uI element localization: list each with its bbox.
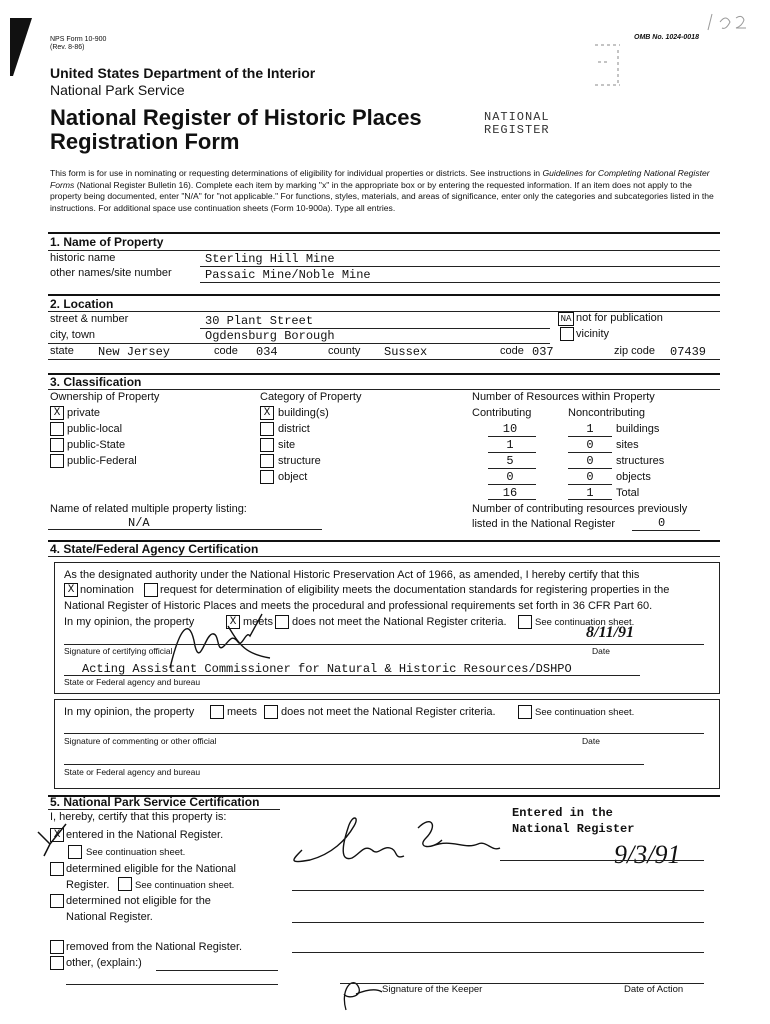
section-rule [48,556,720,557]
other-underline [156,970,278,971]
entered-stamp-line1: Entered in the [512,806,613,820]
ownership-checkbox[interactable] [50,422,64,436]
resources-label: Number of Resources within Property [472,391,655,403]
instructions-paragraph: This form is for use in nominating or requesting determinations of eligibility for individual properties or districts. See instructions in Guidelines for Completing National Register Forms (National Register Bulletin 16). Complete each item by marking "x" in the appropriate box or by entering the requested information. If an item does not apply to the property being documented, enter "N/A" for "not applicable." For functions, styles, materials, and areas of significance, enter only the categories and subcategories listed in the instructions. For additional space use continuation sheets (Form 10-900a). Type all entries. [50,168,714,213]
does-not-meet2-label: does not meet the National Register criteria. [281,706,496,718]
corner-mark [10,18,32,76]
zip-label: zip code [614,345,655,357]
vicinity-label: vicinity [576,328,610,340]
resource-type: Total [616,487,640,499]
cert-line3: National Register of Historic Places and meets the procedural and professional requirements set forth in 36 CFR Part 60. [64,600,653,612]
signature-line [64,644,704,645]
meets-label: meets [243,616,273,628]
certify-text: I, hereby, certify that this property is: [50,811,227,823]
ownership-checkbox[interactable] [50,438,64,452]
category-option: site [278,439,296,451]
action-date-value: 9/3/91 [614,840,681,869]
not-eligible-checkbox[interactable] [50,894,64,908]
city-value: Ogdensburg Borough [205,329,335,343]
agency2-line [64,764,644,765]
not-eligible-label: determined not eligible for the [66,895,211,907]
other-label: other, (explain:) [66,957,142,969]
agency-label: State or Federal agency and bureau [64,677,201,687]
date-line [500,860,704,861]
does-not-meet-label: does not meet the National Register criteria. [292,616,507,628]
category-option: building(s) [278,407,329,419]
keeper-line [292,922,704,923]
noncontributing-count: 0 [586,454,594,468]
contributing-count: 5 [506,454,514,468]
noncontributing-count: 0 [586,470,594,484]
ownership-label: Ownership of Property [50,391,160,403]
section5-title: 5. National Park Service Certification [50,795,260,809]
meets2-label: meets [227,706,257,718]
category-option: object [278,471,308,483]
meets2-checkbox[interactable] [210,705,224,719]
section-rule [48,809,280,810]
other-names-label: other names/site number [50,267,172,279]
count-underline [488,484,536,485]
opinion-text: In my opinion, the property [64,616,195,628]
noncontributing-label: Noncontributing [568,407,646,419]
count-underline [568,484,612,485]
handwritten-page-number [700,10,760,35]
vicinity-checkbox[interactable] [560,327,574,341]
continuation-b-checkbox[interactable] [118,877,132,891]
cert-date-value: 8/11/91 [586,624,635,641]
previously-listed-value: 0 [658,516,666,530]
related-listing-value: N/A [128,516,150,530]
signature-label: Signature of certifying official [64,646,173,656]
form-revision: (Rev. 8-86) [50,44,85,51]
not-eligible-label-2: National Register. [66,911,153,923]
category-checkbox[interactable] [260,438,274,452]
see-continuation-label: See continuation sheet. [535,617,635,628]
meets-checkbox[interactable]: X [226,615,240,629]
count-underline [488,468,536,469]
section3-title: 3. Classification [50,375,142,389]
street-label: street & number [50,313,129,325]
entered-stamp-line2: National Register [512,822,635,836]
contributing-count: 0 [506,470,514,484]
ownership-option: public-Federal [67,455,137,467]
category-label: Category of Property [260,391,362,403]
other-checkbox[interactable] [50,956,64,970]
state-value: New Jersey [98,345,171,359]
keeper-signature [282,806,512,874]
eligible-checkbox[interactable] [50,862,64,876]
historic-name-label: historic name [50,252,116,264]
date-label: Date [592,646,610,656]
field-underline [200,282,720,283]
historic-name-value: Sterling Hill Mine [205,252,335,266]
continuation-checkbox[interactable] [518,615,532,629]
removed-checkbox[interactable] [50,940,64,954]
entered-check-mark [36,822,70,858]
eligible-label-2: Register. [66,879,110,891]
stamp-national: NATIONAL [484,110,550,124]
section4-title: 4. State/Federal Agency Certification [50,542,259,556]
zip-value: 07439 [670,345,707,359]
county-value: Sussex [384,345,428,359]
street-value: 30 Plant Street [205,314,314,328]
entered-checkbox[interactable]: X [50,828,64,842]
keeper-line [292,890,704,891]
does-not-meet2-checkbox[interactable] [264,705,278,719]
field-underline [48,343,550,344]
field-underline [200,266,720,267]
previously-listed-label: Number of contributing resources previously [472,503,688,515]
count-underline [568,468,612,469]
section-divider [48,373,720,375]
see-continuation-b: See continuation sheet. [135,880,235,891]
field-underline [48,529,322,530]
form-title-line1: National Register of Historic Places [50,105,422,130]
not-for-publication-label: not for publication [576,312,663,324]
field-underline [632,530,700,531]
resource-type: objects [616,471,651,483]
agency-value: Acting Assistant Commissioner for Natural & Historic Resources/DSHPO [82,662,572,676]
noncontributing-total: 1 [586,486,594,500]
continuation-a-checkbox[interactable] [68,845,82,859]
department-name: United States Department of the Interior [50,65,316,81]
county-code-value: 037 [532,345,554,359]
resource-type: sites [616,439,639,451]
ownership-checkbox[interactable]: X [50,406,64,420]
state-code-label: code [214,345,238,357]
count-underline [488,499,536,500]
service-name: National Park Service [50,82,185,98]
keeper-signature-label: Signature of the Keeper [382,984,483,995]
entered-label: entered in the National Register. [66,829,224,841]
section-rule [48,389,720,390]
field-underline [48,359,720,360]
section-divider [48,294,720,296]
county-label: county [328,345,361,357]
category-option: structure [278,455,321,467]
ownership-option: public-local [67,423,123,435]
previously-listed-label-2: listed in the National Register [472,518,616,530]
count-underline [488,436,536,437]
resource-type: structures [616,455,665,467]
state-code-value: 034 [256,345,278,359]
continuation2-checkbox[interactable] [518,705,532,719]
other-underline-2 [66,984,278,985]
nomination-checkbox[interactable]: X [64,583,78,597]
count-underline [488,452,536,453]
section-divider [48,232,720,234]
removed-label: removed from the National Register. [66,941,243,953]
omb-number: OMB No. 1024-0018 [634,34,699,41]
category-checkbox[interactable]: X [260,406,274,420]
ownership-checkbox[interactable] [50,454,64,468]
noncontributing-count: 1 [586,422,594,436]
category-option: district [278,423,310,435]
see-continuation-a: See continuation sheet. [86,847,186,858]
nomination-label: nomination [80,584,134,596]
agency-line [64,675,640,676]
keeper-line [292,952,704,953]
count-underline [568,436,612,437]
category-checkbox[interactable] [260,422,274,436]
signature2-label: Signature of commenting or other official [64,736,217,746]
agency2-label: State or Federal agency and bureau [64,767,201,777]
county-code-label: code [500,345,524,357]
section1-title: 1. Name of Property [50,235,164,249]
related-listing-label: Name of related multiple property listing: [50,503,247,515]
ownership-option: private [67,407,101,419]
form-number: NPS Form 10-900 [50,36,107,43]
category-checkbox[interactable] [260,470,274,484]
contributing-label: Contributing [472,407,532,419]
category-checkbox[interactable] [260,454,274,468]
contributing-count: 1 [506,438,514,452]
contributing-total: 16 [502,486,518,500]
request-checkbox[interactable] [144,583,158,597]
noncontributing-count: 0 [586,438,594,452]
cert-line1: As the designated authority under the National Historic Preservation Act of 1966, as amended, I hereby certify that this [64,569,640,581]
received-stamp-mark [590,40,630,90]
keeper-initials [336,970,386,1014]
eligible-label: determined eligible for the National [66,863,236,875]
contributing-count: 10 [502,422,518,436]
resource-type: buildings [616,423,660,435]
opinion2-text: In my opinion, the property [64,706,195,718]
other-names-value: Passaic Mine/Noble Mine [205,268,371,282]
section2-title: 2. Location [50,297,114,311]
section-rule [48,250,720,251]
na-checkbox[interactable]: NA [558,312,574,326]
signature2-line [64,733,704,734]
see-continuation2-label: See continuation sheet. [535,707,635,718]
ownership-option: public-State [67,439,126,451]
date2-label: Date [582,736,600,746]
cert-line2: request for determination of eligibility meets the documentation standards for registering properties in the [160,584,670,596]
date-of-action-label: Date of Action [624,984,684,995]
count-underline [568,499,612,500]
form-title-line2: Registration Form [50,129,240,154]
stamp-register: REGISTER [484,123,550,137]
state-label: state [50,345,74,357]
city-label: city, town [50,329,96,341]
count-underline [568,452,612,453]
